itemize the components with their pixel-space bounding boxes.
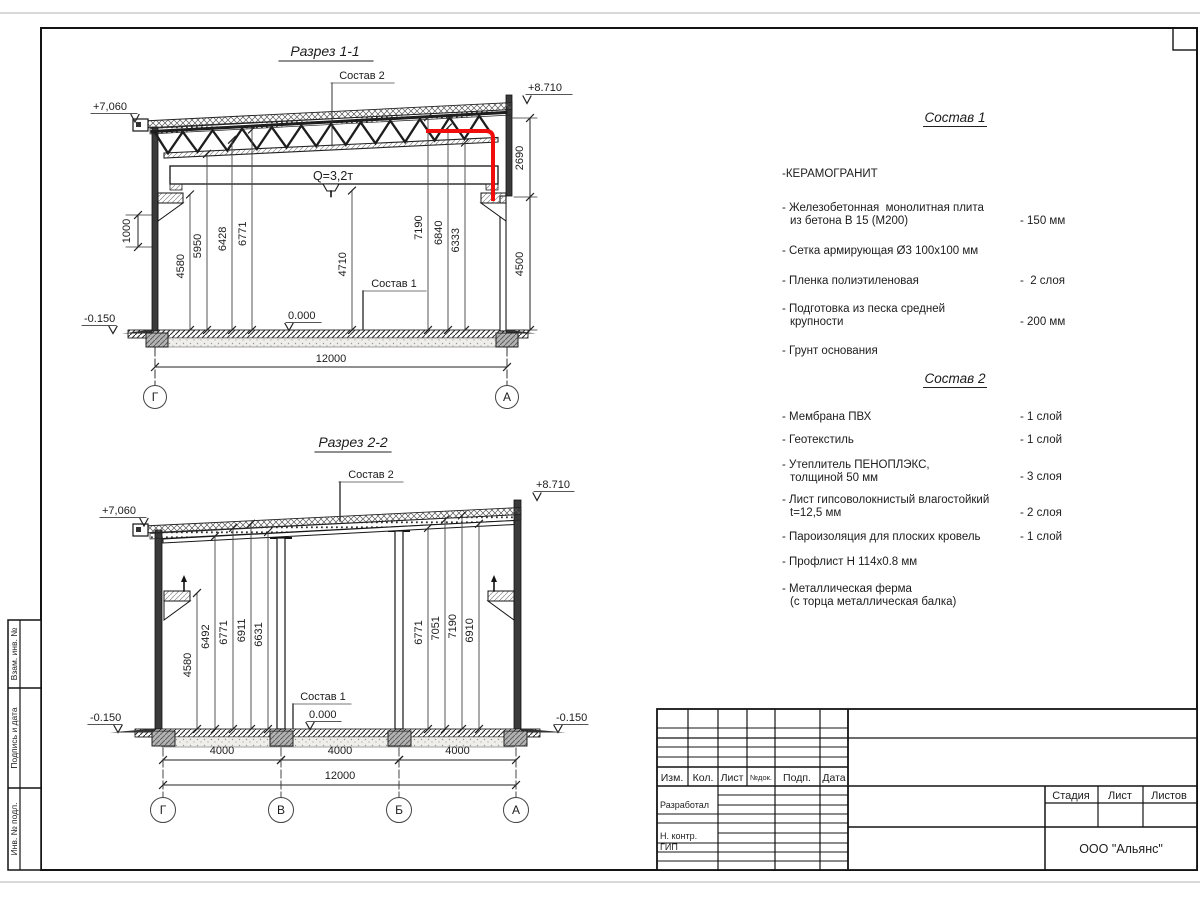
footing (152, 731, 175, 746)
dim-value: 4580 (182, 652, 194, 678)
spec-item-line: крупности (790, 316, 844, 328)
spec-item-value: - 150 мм (1020, 215, 1066, 227)
wall-right-parapet (514, 500, 521, 729)
spec-item-line: из бетона В 15 (М200) (790, 215, 909, 227)
spec-item-line: -КЕРАМОГРАНИТ (782, 168, 878, 180)
tb-header-listov: Листов (1151, 790, 1187, 802)
anchor-arrowhead-left (181, 575, 187, 582)
tb-header-data: Дата (822, 772, 846, 784)
svg-text:12000: 12000 (315, 353, 347, 365)
dim-value: 6911 (236, 618, 248, 643)
elevation-ground-left (88, 712, 122, 733)
elevation-parapet (533, 479, 574, 501)
svg-text:12000: 12000 (324, 770, 356, 782)
grid-bubble-label: А (502, 390, 512, 404)
spec-item-value: - 2 слоя (1020, 507, 1062, 519)
spec-item-line: - Пароизоляция для плоских кровель (782, 531, 981, 543)
footing (504, 731, 527, 746)
tb-header-podp: Подп. (783, 772, 811, 784)
dim-value: 6631 (253, 622, 265, 647)
svg-text:0.000: 0.000 (288, 310, 316, 322)
section-2-2-drawing (88, 434, 588, 823)
tb-header-izm: Изм. (660, 772, 684, 784)
dim-value: 6771 (413, 620, 425, 645)
spec-item-line: - Грунт основания (782, 345, 878, 357)
dim-value: 6771 (218, 620, 230, 645)
span-dimensions (160, 745, 520, 764)
elevation-eave (91, 101, 139, 122)
tb-company-name: ООО "Альянс" (1079, 842, 1163, 856)
footing (496, 333, 518, 347)
spec-item-line: - Геотекстиль (782, 434, 854, 446)
tb-header-list: Лист (720, 772, 744, 784)
tb-header-kol: Кол. (692, 772, 714, 784)
crane-hook-block (323, 184, 339, 191)
side-dimension (509, 115, 537, 334)
svg-text:-0.150: -0.150 (556, 712, 588, 724)
corner-stamp-box (1173, 28, 1197, 50)
tb-header-ndok: №док. (750, 773, 772, 782)
elevation-floor (285, 310, 321, 331)
spec-item-line: - Железобетонная монолитная плита (782, 202, 984, 214)
footing (388, 731, 411, 746)
spec-item-value: - 1 слой (1020, 411, 1063, 423)
spec2-heading: Состав 2 (924, 371, 986, 386)
span-dim-value: 4000 (445, 745, 470, 757)
leader-sostav2-label: Состав 2 (348, 469, 394, 481)
spec-item-line: - Сетка армирующая Ø3 100х100 мм (782, 245, 979, 257)
span-dim-value: 4000 (327, 745, 353, 757)
section-1-title: Разрез 1-1 (290, 43, 360, 59)
spec-item-value: - 2 слоя (1020, 275, 1066, 287)
elevation-ground-right (554, 712, 588, 733)
spec-item-line: - Лист гипсоволокнистый влагостойкий (782, 494, 990, 506)
footing (270, 731, 293, 746)
spec-item-line: - Металлическая ферма (782, 583, 912, 595)
corbel-left (158, 193, 183, 203)
svg-text:+8.710: +8.710 (536, 479, 570, 491)
elevation-parapet (523, 82, 572, 104)
elevation-floor (306, 709, 341, 730)
svg-text:-0.150: -0.150 (90, 712, 122, 724)
section-1-1-drawing (82, 43, 572, 409)
dim-value: 4580 (175, 253, 187, 279)
spec-item-line: - Профлист Н 114х0.8 мм (782, 556, 918, 568)
dim-value: 4710 (337, 252, 349, 277)
svg-text:+7,060: +7,060 (102, 505, 136, 517)
dim-value: 6333 (450, 228, 462, 253)
margin-label-podpis: Подпись и дата (9, 707, 19, 769)
tb-header-stadiya: Стадия (1052, 790, 1090, 802)
span-dim-value: 4000 (209, 745, 235, 757)
corbel-brace-left (164, 601, 190, 620)
title-block (657, 709, 1197, 870)
beam-pad-left (170, 184, 182, 190)
dim-value: 5950 (192, 233, 204, 259)
spec-item-value: - 200 мм (1020, 316, 1066, 328)
corbel-brace-right (481, 203, 506, 221)
spec-item-value: - 1 слой (1020, 531, 1063, 543)
spec-item-line: - Мембрана ПВХ (782, 411, 872, 423)
spec1-heading: Состав 1 (924, 110, 986, 125)
elevation-ground (82, 313, 117, 334)
tb-row-gip: ГИП (660, 842, 678, 852)
corbel-brace-left (158, 203, 183, 221)
dim-value: 7190 (447, 613, 459, 639)
grid-bubble-label: В (276, 803, 286, 817)
leader-sostav1-label: Состав 1 (371, 278, 417, 290)
tb-header-list2: Лист (1108, 790, 1132, 802)
crane-capacity-label: Q=3,2т (312, 169, 354, 183)
spec-item-value: - 3 слоя (1020, 471, 1062, 483)
corbel-left (164, 591, 190, 601)
spec-item-value: - 1 слой (1020, 434, 1063, 446)
elevation-eave (100, 505, 148, 526)
leader-sostav1-label: Состав 1 (300, 691, 346, 703)
overall-dimension (152, 348, 511, 385)
spec-item-line: (с торца металлическая балка) (790, 596, 957, 608)
margin-label-vzam: Взам. инв. № (9, 627, 19, 681)
svg-text:-0.150: -0.150 (84, 313, 116, 325)
svg-text:+7,060: +7,060 (93, 101, 127, 113)
grid-bubble-label: Б (395, 803, 403, 817)
grid-bubble-label: А (511, 803, 521, 817)
spec-item-line: t=12,5 мм (790, 507, 842, 519)
wall-dimension (121, 212, 152, 251)
svg-text:4500: 4500 (514, 251, 526, 277)
dim-value: 7051 (430, 616, 442, 641)
svg-text:2690: 2690 (514, 145, 526, 171)
roof-fascia-detail (136, 122, 141, 127)
column-axis-v (277, 538, 285, 729)
leader-sostav2-label: Состав 2 (339, 70, 385, 82)
spec-item-line: - Подготовка из песка средней (782, 303, 946, 315)
dim-value: 6840 (433, 220, 445, 246)
margin-boxes (8, 620, 41, 870)
sand-bed (152, 338, 512, 347)
tb-row-nkontr: Н. контр. (660, 831, 698, 841)
spec-item-line: - Утеплитель ПЕНОПЛЭКС, (782, 459, 930, 471)
dim-value: 6771 (237, 221, 249, 247)
svg-text:1000: 1000 (121, 218, 133, 244)
svg-text:+8.710: +8.710 (528, 82, 562, 94)
tb-row-razrabotal: Разработал (660, 800, 709, 810)
margin-label-inv: Инв. № подл. (9, 802, 19, 856)
dim-value: 7190 (413, 215, 425, 240)
svg-text:0.000: 0.000 (309, 709, 337, 721)
footing (146, 333, 168, 347)
column-axis-b (395, 531, 403, 729)
grid-bubble-label: Г (159, 803, 167, 817)
anchor-arrowhead-right (491, 575, 497, 582)
wall-left (155, 530, 162, 729)
corbel-brace-right (488, 601, 514, 620)
dim-value: 6492 (200, 624, 212, 649)
grid-bubble-label: Г (151, 390, 159, 404)
dim-value: 6910 (464, 618, 476, 643)
corbel-right (488, 591, 514, 601)
wall-left (152, 127, 158, 331)
dim-value: 6428 (217, 226, 229, 252)
section-2-title: Разрез 2-2 (318, 434, 388, 450)
spec-item-line: - Пленка полиэтиленовая (782, 275, 919, 287)
spec-item-line: толщиной 50 мм (790, 472, 879, 484)
roof-fascia-detail (136, 527, 141, 532)
overall-dimension (160, 770, 520, 789)
